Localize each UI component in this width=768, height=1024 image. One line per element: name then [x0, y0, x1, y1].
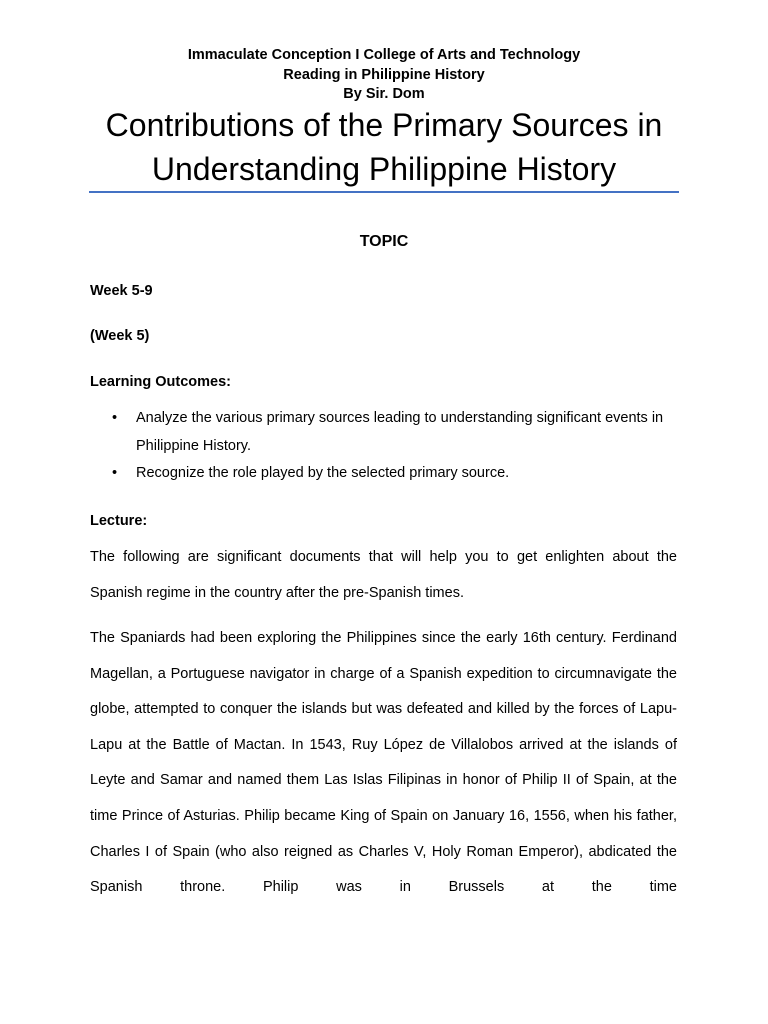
- learning-outcomes-list: [90, 405, 677, 488]
- list-item: [90, 405, 677, 460]
- list-item: [90, 460, 677, 488]
- author-line: By Sir. Dom: [343, 86, 425, 102]
- lecture-paragraph: The Spaniards had been exploring the Philippines since the early 16th century. Ferdinand Magellan, a Portuguese navigator in charge of a Spanish expedition to circumnavigate the globe, attempted to conquer the islands but was defeated and killed by the forces of Lapu-Lapu at the Battle of Mactan. In 1543, Ruy López de Villalobos arrived at the islands of Leyte and Samar and named them Las Islas Filipinas in honor of Philip II of Spain, at the time Prince of Asturias. Philip became King of Spain on January 16, 1556, when his father, Charles I of Spain (who also reigned as Charles V, Holy Roman Emperor), abdicated the Spanish throne. Philip was in Brussels at the time: [90, 630, 677, 896]
- week-current: (Week 5): [90, 328, 150, 344]
- title-line-1: Contributions of the Primary Sources in: [105, 107, 663, 143]
- institution-name: Immaculate Conception I College of Arts and Technology: [187, 47, 581, 63]
- title-underline: [89, 191, 679, 193]
- learning-outcomes-label: Learning Outcomes:: [90, 374, 231, 390]
- bullet-icon: •: [112, 465, 118, 481]
- week-range: Week 5-9: [90, 283, 153, 299]
- outcome-text: Recognize the role played by the selected primary source.: [136, 465, 510, 481]
- topic-heading: TOPIC: [359, 233, 409, 250]
- bullet-icon: •: [112, 410, 118, 426]
- lecture-label: Lecture:: [90, 513, 148, 529]
- outcome-text: Analyze the various primary sources leading to understanding significant events in Philippine History.: [136, 410, 664, 454]
- lecture-paragraph: The following are significant documents that will help you to get enlighten about the Spanish regime in the country after the pre-Spanish times.: [90, 549, 677, 601]
- document-title: [89, 103, 679, 191]
- course-name: Reading in Philippine History: [283, 67, 485, 83]
- title-line-2: Understanding Philippine History: [151, 151, 617, 187]
